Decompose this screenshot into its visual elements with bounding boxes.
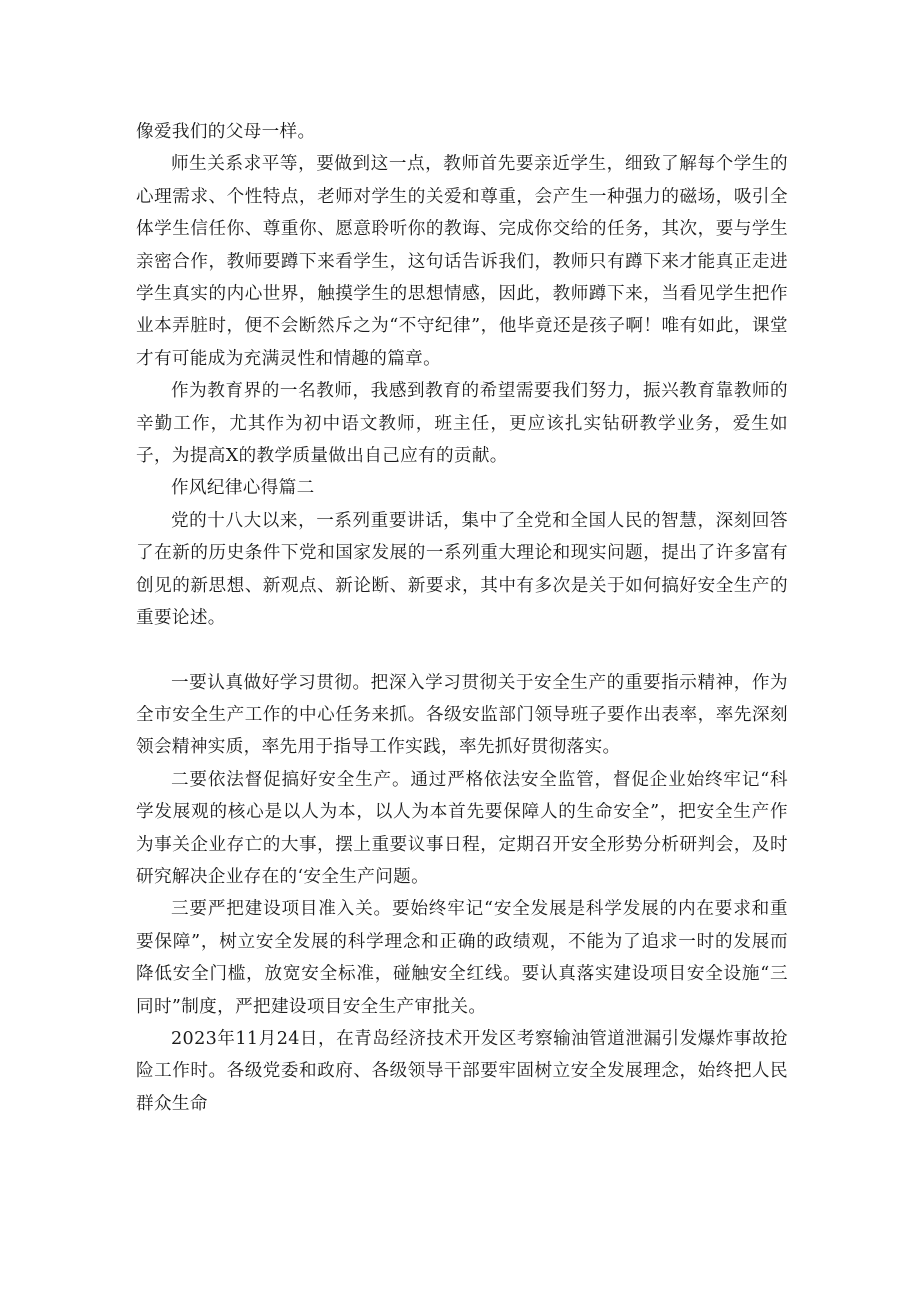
paragraph-teacher-student-relation: 师生关系求平等，要做到这一点，教师首先要亲近学生，细致了解每个学生的心理需求、个性特点，老师对学生的关爱和尊重，会产生一种强力的磁场，吸引全体学生信任你、尊重你、愿意聆听你的教诲、完成你交给的任务，其次，要与学生亲密合作，教师要蹲下来看学生，这句话告诉我们，教师只有蹲下来才能真正走进学生真实的内心世界，触摸学生的思想情感，因此，教师蹲下来，当看见学生把作业本弄脏时，便不会断然斥之为“不守纪律”，他毕竟还是孩子啊！唯有如此，课堂才有可能成为充满灵性和情趣的篇章。 — [136, 154, 788, 369]
paragraph-continuation: 像爱我们的父母一样。 — [136, 122, 316, 142]
paragraph-qingdao-inspection: 2023年11月24日，在青岛经济技术开发区考察输油管道泄漏引发爆炸事故抢险工作时。各级党委和政府、各级领导干部要牢固树立安全发展理念，始终把人民群众生命 — [136, 1028, 788, 1114]
paragraph-party-congress: 党的十八大以来，一系列重要讲话，集中了全党和全国人民的智慧，深刻回答了在新的历史条件下党和国家发展的一系列重大理论和现实问题，提出了许多富有创见的新思想、新观点、新论断、新要求，其中有多次是关于如何搞好安全生产的重要论述。 — [136, 510, 788, 629]
document-body — [136, 116, 788, 1120]
paragraph-point-two: 二要依法督促搞好安全生产。通过严格依法安全监管，督促企业始终牢记“科学发展观的核心是以人为本，以人为本首先要保障人的生命安全”，把安全生产作为事关企业存亡的大事，摆上重要议事日程，定期召开安全形势分析研判会，及时研究解决企业存在的‘安全生产问题。 — [136, 769, 788, 887]
paragraph-teacher-responsibility: 作为教育界的一名教师，我感到教育的希望需要我们努力，振兴教育靠教师的辛勤工作，尤其作为初中语文教师，班主任，更应该扎实钻研教学业务，爱生如子，为提高X的教学质量做出自己应有的贡献。 — [136, 381, 788, 467]
paragraph-point-one: 一要认真做好学习贯彻。把深入学习贯彻关于安全生产的重要指示精神，作为全市安全生产工作的中心任务来抓。各级安监部门领导班子要作出表率，率先深刻领会精神实质，率先用于指导工作实践，率先抓好贯彻落实。 — [136, 672, 788, 758]
paragraph-gap — [136, 635, 788, 667]
paragraph-point-three: 三要严把建设项目准入关。要始终牢记“安全发展是科学发展的内在要求和重要保障”，树立安全发展的科学理念和正确的政绩观，不能为了追求一时的发展而降低安全门槛，放宽安全标准，碰触安全红线。要认真落实建设项目安全设施“三同时”制度，严把建设项目安全生产审批关。 — [136, 899, 788, 1017]
section-heading: 作风纪律心得篇二 — [171, 478, 315, 499]
